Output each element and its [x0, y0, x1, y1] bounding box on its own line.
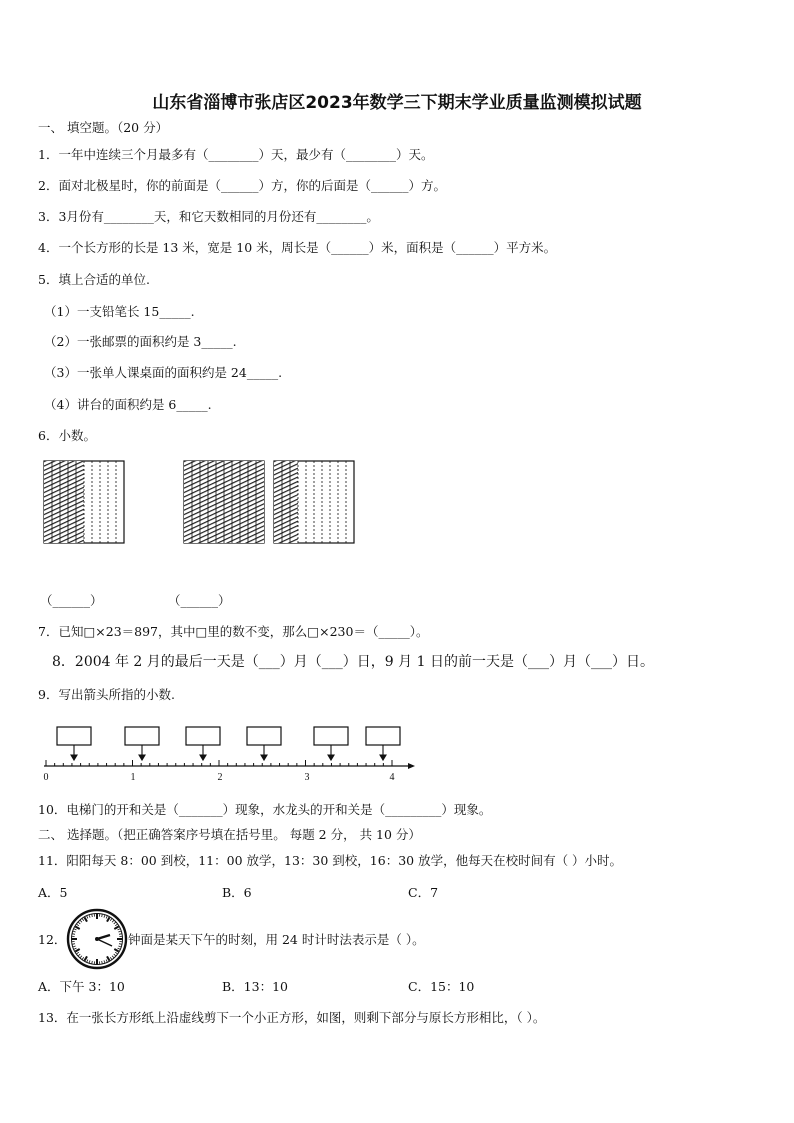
question-5-1: （1）一支铅笔长 15_____. [44, 304, 195, 319]
tick-label-3: 3 [304, 772, 310, 783]
decimal-square-1 [44, 461, 124, 543]
page-title: 山东省淄博市张店区2023年数学三下期末学业质量监测模拟试题 [152, 93, 642, 113]
tick-marks [46, 760, 392, 766]
question-12: 钟面是某天下午的时刻，用 24 时计时法表示是（ ）。 [128, 932, 425, 947]
question-8: 8．2004 年 2 月的最后一天是（___）月（___）日，9 月 1 日的前一天是（___）月（___）日。 [52, 654, 654, 670]
tick-label-0: 0 [43, 772, 49, 783]
question-5: 5．填上合适的单位. [38, 272, 150, 287]
question-12-option-b: B．13：10 [222, 979, 288, 994]
question-1: 1．一年中连续三个月最多有（________）天，最少有（________）天。 [38, 147, 434, 162]
question-11: 11．阳阳每天 8：00 到校，11：00 放学，13：30 到校，16：30 放学，他每天在校时间有（ ）小时。 [38, 853, 623, 868]
answer-boxes [57, 727, 400, 745]
question-11-option-c: C．7 [408, 885, 439, 900]
section-1-heading: 一、 填空题。（20 分） [38, 120, 169, 135]
question-5-2: （2）一张邮票的面积约是 3_____. [44, 334, 237, 349]
question-7: 7．已知□×23＝897，其中□里的数不变，那么□×230＝（_____）。 [38, 624, 429, 639]
arrows [71, 745, 386, 760]
question-9: 9．写出箭头所指的小数. [38, 687, 175, 702]
question-6-answer-2: （______） [168, 593, 231, 608]
number-line [36, 722, 426, 784]
axis-arrow [408, 763, 415, 769]
question-12-option-c: C．15：10 [408, 979, 475, 994]
question-12-option-a: A．下午 3：10 [38, 979, 125, 994]
question-13: 13．在一张长方形纸上沿虚线剪下一个小正方形，如图，则剩下部分与原长方形相比，（ ）。 [38, 1010, 546, 1025]
tick-label-2: 2 [217, 772, 223, 783]
question-4: 4．一个长方形的长是 13 米，宽是 10 米，周长是（______）米，面积是（______）平方米。 [38, 240, 557, 255]
question-5-3: （3）一张单人课桌面的面积约是 24_____. [44, 365, 283, 380]
decimal-figures [40, 458, 370, 550]
question-11-option-b: B．6 [222, 885, 252, 900]
tick-labels [44, 772, 395, 783]
question-10: 10．电梯门的开和关是（_______）现象，水龙头的开和关是（_________）现象。 [38, 802, 492, 817]
question-12-number: 12． [38, 932, 67, 947]
tick-label-1: 1 [130, 772, 136, 783]
question-5-4: （4）讲台的面积约是 6_____. [44, 397, 212, 412]
section-2-heading: 二、 选择题。（把正确答案序号填在括号里。 每题 2 分， 共 10 分） [38, 827, 421, 842]
decimal-square-2 [184, 461, 264, 543]
question-11-option-a: A．5 [38, 885, 68, 900]
question-6: 6．小数。 [38, 428, 96, 443]
clock-icon [66, 908, 128, 970]
tick-label-4: 4 [389, 772, 395, 783]
decimal-square-3 [274, 461, 354, 543]
question-2: 2．面对北极星时，你的前面是（______）方，你的后面是（______）方。 [38, 178, 446, 193]
question-3: 3．3月份有________天，和它天数相同的月份还有________。 [38, 209, 379, 224]
question-6-answer-1: （______） [40, 593, 103, 608]
